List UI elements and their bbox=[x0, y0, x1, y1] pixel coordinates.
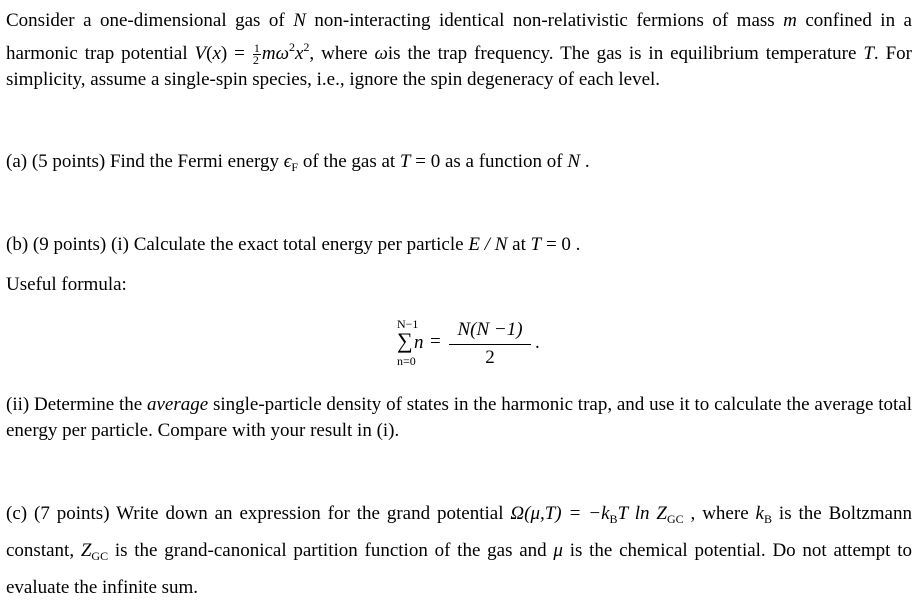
intro-text: . For simplicity, assume a single-spin species, i.e., ignore the spin degeneracy of each level. bbox=[6, 43, 912, 90]
var-k: k bbox=[755, 503, 764, 524]
subscript: GC bbox=[666, 512, 684, 526]
part-b-ii-text: (ii) Determine the bbox=[6, 394, 147, 415]
grand-potential-expr: Ω(μ,T) = −k bbox=[510, 503, 610, 524]
var-N: N bbox=[567, 151, 581, 172]
fraction-numerator: 1 bbox=[253, 41, 260, 56]
expr-E-over-N: E / N bbox=[468, 234, 508, 255]
intro-text: , where bbox=[309, 43, 375, 64]
equals-sign: = bbox=[430, 331, 441, 352]
equals-sign: = bbox=[227, 43, 252, 64]
grand-potential-expr: T ln Z bbox=[617, 503, 667, 524]
var-T: T bbox=[530, 234, 542, 255]
part-c-text: is the chemical potential. Do not attempt to evaluate the infinite sum. bbox=[6, 540, 912, 598]
subscript: B bbox=[763, 512, 772, 526]
summation-formula bbox=[393, 318, 553, 374]
intro-text: is the trap frequency. The gas is in equilibrium temperature bbox=[387, 43, 864, 64]
var-V: V bbox=[194, 43, 207, 64]
part-a-text: . bbox=[580, 151, 590, 172]
part-b-text: (b) (9 points) (i) Calculate the exact total energy per particle bbox=[6, 234, 469, 255]
var-omega: ω bbox=[374, 43, 388, 64]
part-a bbox=[6, 149, 912, 180]
fraction-numerator: N(N −1) bbox=[449, 318, 531, 345]
var-m: m bbox=[261, 43, 276, 64]
part-c-text: is the grand-canonical partition function of the gas and bbox=[108, 540, 554, 561]
exponent: 2 bbox=[303, 40, 310, 54]
subscript: F bbox=[291, 160, 299, 174]
intro-text: Consider a one-dimensional gas of bbox=[6, 10, 294, 31]
part-c-text: , where bbox=[683, 503, 756, 524]
fraction-denominator: 2 bbox=[252, 53, 259, 68]
subscript: B bbox=[609, 512, 618, 526]
formula-period: . bbox=[535, 332, 540, 353]
one-half-fraction bbox=[253, 43, 261, 66]
part-c bbox=[6, 498, 912, 603]
emphasis-average: average bbox=[146, 394, 209, 415]
problem-intro bbox=[6, 8, 912, 93]
sum-variable: n bbox=[414, 332, 424, 353]
var-mu: μ bbox=[553, 540, 563, 561]
var-N: N bbox=[293, 10, 306, 31]
var-Z: Z bbox=[80, 540, 92, 561]
part-c-text: is the Boltzmann constant, bbox=[6, 503, 912, 561]
intro-text: confined in a harmonic trap potential bbox=[6, 10, 912, 64]
part-b-text: at bbox=[507, 234, 531, 255]
sum-lower-limit: n=0 bbox=[397, 354, 416, 368]
part-b-text: = 0 . bbox=[541, 234, 581, 255]
useful-formula-label bbox=[6, 272, 912, 298]
part-b-ii bbox=[6, 392, 912, 444]
part-b bbox=[6, 232, 912, 258]
sum-upper-limit: N−1 bbox=[397, 317, 419, 331]
var-T: T bbox=[399, 151, 411, 172]
var-m: m bbox=[783, 10, 797, 31]
part-b-ii-text: single-particle density of states in the harmonic trap, and use it to calculate the average total energy per particle. Compare with your result in (i). bbox=[6, 394, 912, 441]
part-a-text: of the gas at bbox=[298, 151, 400, 172]
exponent: 2 bbox=[288, 40, 295, 54]
intro-text: non-interacting identical non-relativistic fermions of mass bbox=[305, 10, 784, 31]
var-omega: ω bbox=[275, 43, 289, 64]
var-x: x bbox=[294, 43, 304, 64]
sigma-symbol: ∑ bbox=[397, 328, 413, 353]
part-a-text: = 0 as a function of bbox=[410, 151, 568, 172]
useful-formula-text: Useful formula: bbox=[6, 274, 127, 295]
formula-fraction bbox=[449, 318, 531, 371]
var-epsilon: ϵ bbox=[283, 151, 292, 172]
subscript: GC bbox=[91, 549, 109, 563]
part-a-text: (a) (5 points) Find the Fermi energy bbox=[6, 151, 284, 172]
fraction-denominator: 2 bbox=[485, 347, 495, 368]
var-T: T bbox=[863, 43, 874, 64]
part-c-text: (c) (7 points) Write down an expression for the grand potential bbox=[6, 503, 511, 524]
potential-arg: (x) bbox=[206, 43, 228, 64]
